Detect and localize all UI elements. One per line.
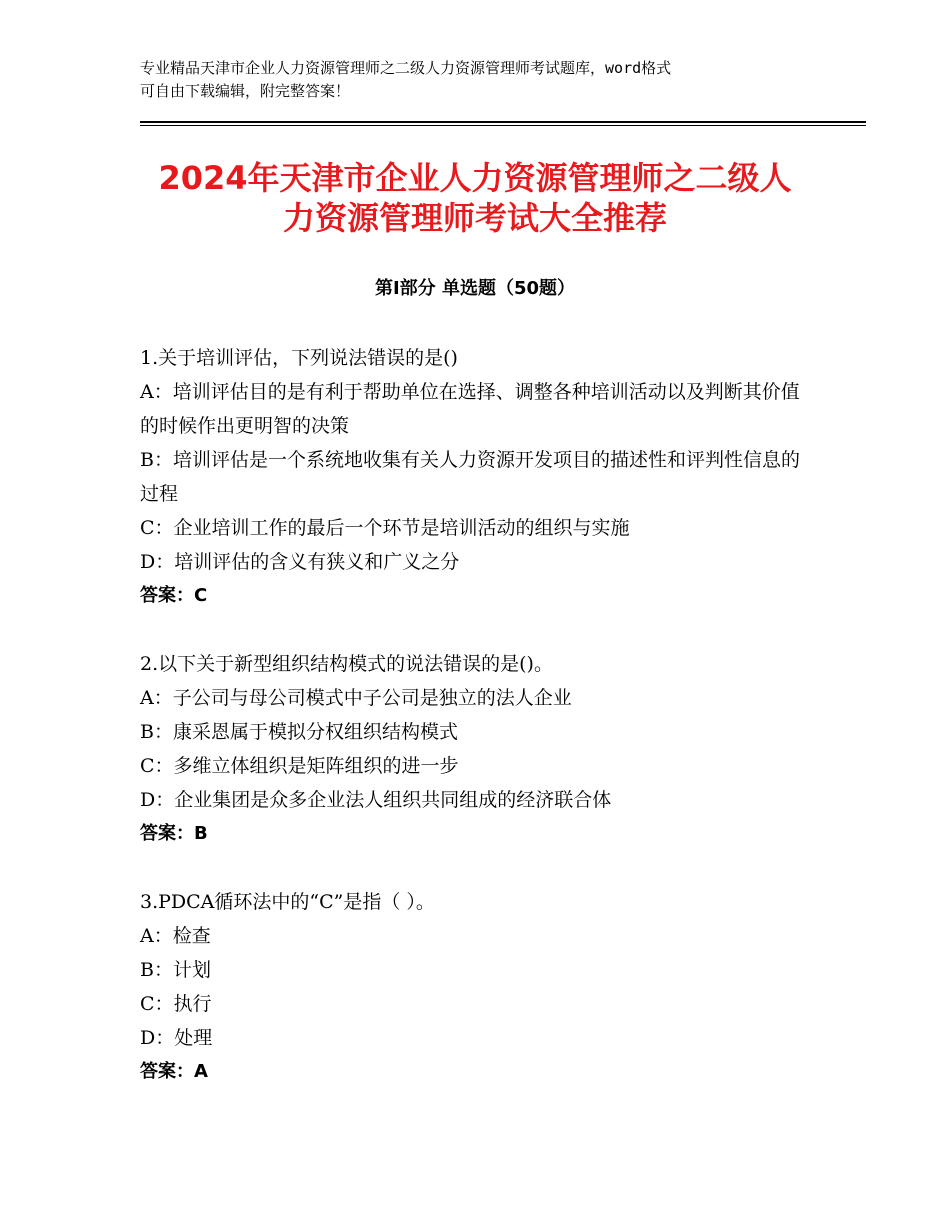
option-a: A：培训评估目的是有利于帮助单位在选择、调整各种培训活动以及判断其价值的时候作出更明智的决策 <box>140 381 800 437</box>
option-b: B：计划 <box>140 959 211 981</box>
question-stem: 3.PDCA循环法中的“C”是指（ ）。 <box>140 891 435 913</box>
document-title <box>100 158 850 238</box>
option-b: B：培训评估是一个系统地收集有关人力资源开发项目的描述性和评判性信息的过程 <box>140 449 800 505</box>
option-d: D：企业集团是众多企业法人组织共同组成的经济联合体 <box>140 789 612 811</box>
option-c: C：执行 <box>140 993 212 1015</box>
option-c: C：多维立体组织是矩阵组织的进一步 <box>140 755 459 777</box>
question-1 <box>140 341 810 613</box>
answer-line: 答案：B <box>140 823 208 844</box>
option-b: B：康采恩属于模拟分权组织结构模式 <box>140 721 458 743</box>
question-stem: 1.关于培训评估，下列说法错误的是() <box>140 347 458 369</box>
header-note-line-2: 可自由下载编辑，附完整答案！ <box>140 82 351 100</box>
header-note-line-1: 专业精品天津市企业人力资源管理师之二级人力资源管理师考试题库，word格式 <box>140 59 672 77</box>
option-d: D：培训评估的含义有狭义和广义之分 <box>140 551 460 573</box>
question-stem: 2.以下关于新型组织结构模式的说法错误的是()。 <box>140 653 553 675</box>
header-rule-thin <box>140 125 866 126</box>
header-rule-thick <box>140 121 866 123</box>
option-a: A：子公司与母公司模式中子公司是独立的法人企业 <box>140 687 572 709</box>
document-title-line-2: 力资源管理师考试大全推荐 <box>282 199 667 237</box>
header-note <box>140 57 820 103</box>
question-3 <box>140 885 810 1089</box>
section-heading: 第Ⅰ部分 单选题（50题） <box>374 278 575 299</box>
answer-line: 答案：C <box>140 585 208 606</box>
option-d: D：处理 <box>140 1027 213 1049</box>
option-a: A：检查 <box>140 925 211 947</box>
document-title-line-1: 2024年天津市企业人力资源管理师之二级人 <box>158 159 792 197</box>
question-list <box>140 341 810 1123</box>
option-c: C：企业培训工作的最后一个环节是培训活动的组织与实施 <box>140 517 630 539</box>
question-2 <box>140 647 810 851</box>
answer-line: 答案：A <box>140 1061 208 1082</box>
